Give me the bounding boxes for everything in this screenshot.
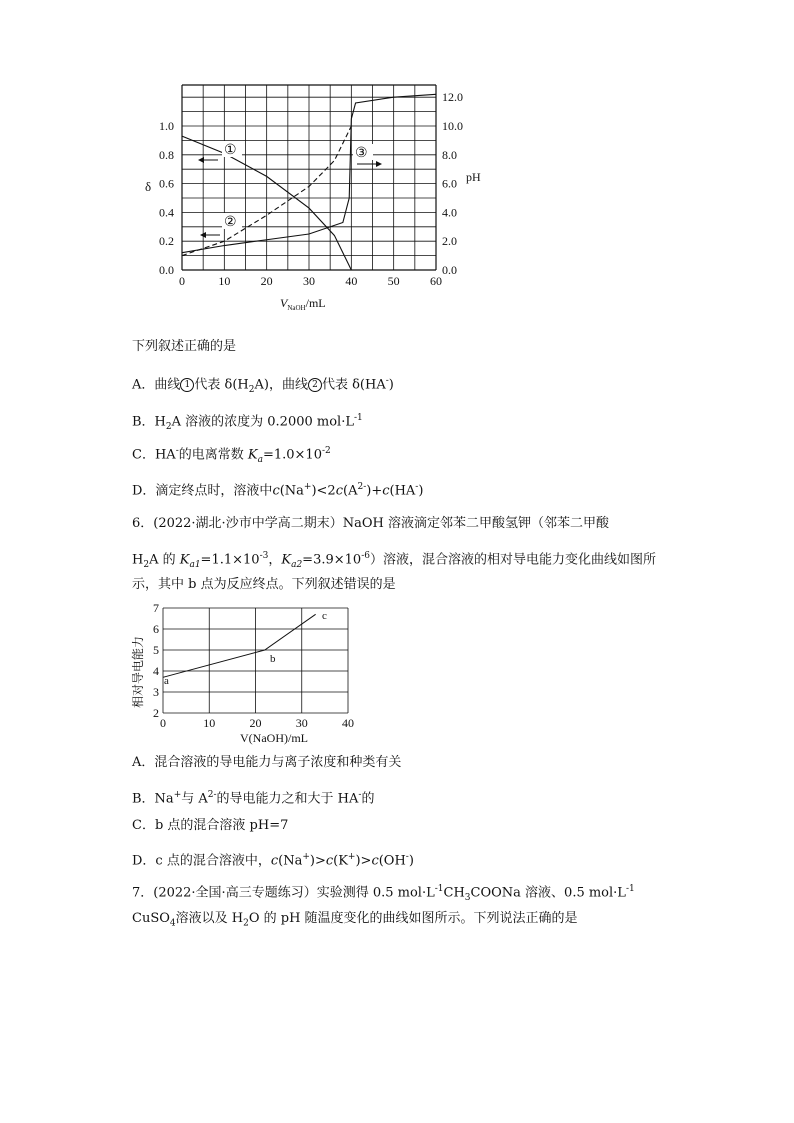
y-left-tick-label: 1.0	[159, 119, 174, 133]
y-tick-label: 5	[153, 643, 159, 657]
q5-option-c: C．HA-的电离常数 $K_a=1.0\times 10^{-2}$	[132, 446, 331, 465]
x-tick-label: 10	[203, 716, 216, 730]
q5-option-d: D．滴定终点时，溶液中$c(Na^+)<2c(A^{2-})+c(HA^-)$	[132, 482, 424, 499]
q6-line2: $H_2A$ 的 $K_{a1}=1.1\times 10^{-3}$，$K_{a2}=3.9\times 10^{-6}$）溶液，混合溶液的相对导电能力变化曲线如图所	[132, 551, 656, 570]
chart1-tick-labels	[159, 90, 463, 288]
svg-text:相对导电能力: 相对导电能力	[131, 635, 145, 709]
y-right-tick-label: 12.0	[442, 90, 463, 105]
titration-chart	[130, 75, 490, 315]
y-tick-label: 4	[153, 664, 159, 678]
curve1-label: ①	[224, 143, 237, 158]
q6-option-c: C．b 点的混合溶液 pH=7	[132, 818, 289, 833]
q6-line3: 示，其中 b 点为反应终点。下列叙述错误的是	[132, 577, 396, 592]
y-tick-label: 3	[153, 685, 159, 699]
chart2-x-axis-label: V(NaOH)/mL	[240, 731, 308, 745]
x-tick-label: 40	[345, 274, 358, 288]
point-b-label: b	[270, 653, 276, 665]
chart1-right-axis-label: pH	[466, 170, 481, 184]
y-right-tick-label: 10.0	[442, 119, 463, 133]
x-tick-label: 0	[179, 274, 185, 288]
x-tick-label: 20	[249, 716, 262, 730]
q6-option-a: A．混合溶液的导电能力与离子浓度和种类有关	[132, 755, 402, 770]
y-tick-label: 2	[153, 706, 159, 720]
point-a-label: a	[164, 675, 169, 687]
chart1-left-axis-label: δ	[145, 179, 152, 194]
x-tick-label: 30	[303, 274, 315, 288]
conductivity-chart	[130, 600, 370, 745]
y-right-tick-label: 6.0	[442, 176, 457, 191]
point-c-label: c	[322, 610, 327, 622]
q5-option-b: B．$H_2A$ 溶液的浓度为 0.2000 $mol\cdot L^{-1}$	[132, 413, 363, 432]
q5-option-a: A．曲线 1 代表 $\delta(H_2A)$，曲线 2 代表 δ(HA-)	[132, 376, 394, 395]
chart2-y-axis-label	[130, 636, 145, 708]
q6-option-d: D．c 点的混合溶液中，c(Na+)>c(K+)>c(OH-)	[132, 852, 414, 869]
q7-line2: CuSO$_4$溶液以及 $H_2O$ 的 pH 随温度变化的曲线如图所示。下列说法正确的是	[132, 911, 578, 929]
y-left-tick-label: 0.2	[159, 234, 174, 249]
x-tick-label: 40	[342, 716, 354, 730]
chart2-grid	[163, 608, 348, 713]
q6-line1: 6．(2022·湖北·沙市中学高二期末）NaOH 溶液滴定邻苯二甲酸氢钾（邻苯二甲酸	[132, 516, 609, 531]
q7-line1: 7．(2022·全国·高三专题练习）实验测得 0.5 $mol\cdot L^{-1}CH_3COONa$ 溶液、0.5 $mol\cdot L^{-1}$	[132, 884, 635, 903]
x-tick-label: 60	[430, 274, 442, 288]
y-tick-label: 7	[153, 601, 159, 615]
circled-2: 2	[308, 378, 322, 392]
curve2-label: ②	[224, 215, 237, 230]
x-tick-label: 50	[387, 274, 400, 288]
y-right-tick-label: 0.0	[442, 263, 457, 277]
y-left-tick-label: 0.4	[159, 205, 174, 220]
conductivity-line	[163, 614, 316, 677]
x-tick-label: 0	[160, 716, 166, 730]
y-right-tick-label: 8.0	[442, 147, 457, 162]
curve3-label: ③	[355, 146, 368, 161]
chart1-x-axis-label: $V_{NaOH}/mL$	[280, 296, 326, 312]
x-tick-label: 20	[260, 274, 273, 288]
y-left-tick-label: 0.6	[159, 176, 174, 191]
y-right-tick-label: 2.0	[442, 234, 457, 249]
x-tick-label: 30	[295, 716, 308, 730]
q5-stem: 下列叙述正确的是	[132, 339, 237, 354]
y-tick-label: 6	[153, 622, 159, 636]
y-left-tick-label: 0.8	[159, 147, 174, 162]
q6-option-b: B．Na+与 $A^{2-}$的导电能力之和大于 HA-的	[132, 790, 375, 807]
y-right-tick-label: 4.0	[442, 205, 457, 220]
x-tick-label: 10	[218, 274, 231, 288]
y-left-tick-label: 0.0	[159, 263, 174, 277]
circled-1: 1	[180, 378, 194, 392]
